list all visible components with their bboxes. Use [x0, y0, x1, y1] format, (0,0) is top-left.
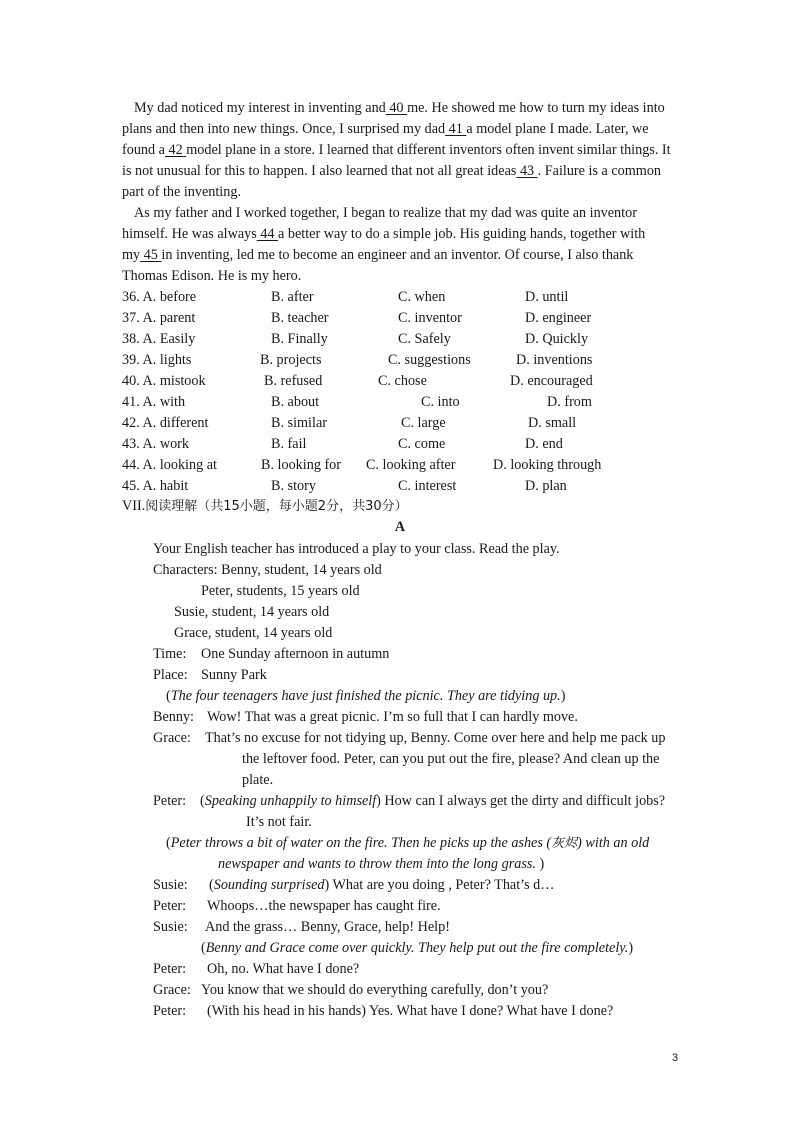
text-segment: a model plane I made. Later, we	[466, 121, 649, 137]
option-b: B. about	[271, 394, 320, 410]
option-d: D. from	[547, 394, 592, 410]
option-b: B. after	[271, 289, 314, 305]
dialogue-line: That’s no excuse for not tidying up, Benny. Come over here and help me pack up	[205, 730, 666, 746]
stage-direction	[218, 855, 544, 873]
section-title: 阅读理解（共15小题，每小题2分，共30分）	[145, 499, 408, 514]
paren: )	[560, 688, 566, 704]
passage-line: part of the inventing.	[122, 184, 241, 200]
dialogue-text: ) What are you doing , Peter? That’s d…	[324, 877, 555, 893]
dialogue-line: And the grass… Benny, Grace, help! Help!	[205, 919, 450, 935]
paren: (	[166, 688, 171, 704]
dialogue-text: ) How can I always get the dirty and difficult jobs?	[376, 793, 666, 809]
option-a: 45. A. habit	[122, 478, 189, 494]
section-number: VII.	[122, 498, 146, 514]
time-label: Time:	[153, 646, 187, 662]
option-b: B. refused	[264, 373, 323, 389]
text-segment: found a	[122, 142, 165, 158]
blank-43: 43	[516, 163, 538, 179]
paren: )	[535, 856, 545, 872]
blank-44: 44	[256, 226, 279, 242]
passage-line: As my father and I worked together, I began to realize that my dad was quite an inventor	[134, 205, 637, 221]
speaker-name: Peter:	[153, 898, 187, 914]
option-c: C. suggestions	[388, 352, 471, 368]
stage-text: The four teenagers have just finished the picnic. They are tidying up.	[170, 688, 561, 704]
paren: (	[166, 835, 171, 851]
stage-direction	[166, 834, 649, 853]
option-a: 42. A. different	[122, 415, 209, 431]
speaker-name: Susie:	[153, 919, 188, 935]
option-c: C. large	[401, 415, 446, 431]
option-a: 44. A. looking at	[122, 457, 217, 473]
passage-line	[122, 141, 671, 159]
stage-text: Benny and Grace come over quickly. They help put out the fire completely.	[205, 940, 629, 956]
option-d: D. Quickly	[525, 331, 589, 347]
option-d: D. encouraged	[510, 373, 593, 389]
paren: (	[200, 793, 205, 809]
dialogue-line: You know that we should do everything carefully, don’t you?	[201, 982, 549, 998]
option-d: D. end	[525, 436, 563, 452]
blank-42: 42	[164, 142, 187, 158]
option-a: 39. A. lights	[122, 352, 192, 368]
blank-41: 41	[445, 121, 467, 137]
option-b: B. Finally	[271, 331, 328, 347]
option-c: C. into	[421, 394, 460, 410]
character-item: Peter, students, 15 years old	[201, 583, 360, 599]
option-d: D. engineer	[525, 310, 592, 326]
character-item: Grace, student, 14 years old	[174, 625, 333, 641]
paren: )	[628, 940, 634, 956]
place-value: Sunny Park	[201, 667, 267, 683]
option-c: C. inventor	[398, 310, 462, 326]
option-c: C. looking after	[366, 457, 456, 473]
option-b: B. fail	[271, 436, 307, 452]
option-c: C. Safely	[398, 331, 451, 347]
option-a: 38. A. Easily	[122, 331, 196, 347]
option-d: D. plan	[525, 478, 567, 494]
dialogue-line: Whoops…the newspaper has caught fire.	[207, 898, 441, 914]
passage-line	[122, 225, 645, 243]
passage-line	[122, 120, 649, 138]
option-d: D. until	[525, 289, 569, 305]
text-segment: a better way to do a simple job. His guiding hands, together with	[278, 226, 646, 242]
text-segment: me. He showed me how to turn my ideas into	[407, 100, 665, 116]
option-c: C. interest	[398, 478, 457, 494]
passage-line: Thomas Edison. He is my hero.	[122, 268, 302, 284]
text-segment: My dad noticed my interest in inventing and	[134, 100, 386, 116]
speaker-name: Peter:	[153, 793, 187, 809]
stage-text: ) with an old	[577, 835, 650, 851]
part-label: A	[394, 519, 406, 535]
blank-45: 45	[140, 247, 162, 263]
speaker-name: Grace:	[153, 982, 191, 998]
dialogue-line: Oh, no. What have I done?	[207, 961, 360, 977]
option-a: 41. A. with	[122, 394, 186, 410]
speaker-name: Peter:	[153, 1003, 187, 1019]
dialogue-line	[200, 792, 665, 810]
option-c: C. when	[398, 289, 446, 305]
option-b: B. story	[271, 478, 316, 494]
dialogue-line: Wow! That was a great picnic. I’m so full that I can hardly move.	[207, 709, 578, 725]
text-segment: . Failure is a common	[537, 163, 662, 179]
stage-text: Sounding surprised	[213, 877, 325, 893]
speaker-name: Grace:	[153, 730, 191, 746]
place-label: Place:	[153, 667, 188, 683]
option-a: 43. A. work	[122, 436, 189, 452]
passage-line	[134, 99, 665, 117]
section-heading	[122, 497, 408, 516]
option-b: B. similar	[271, 415, 327, 431]
stage-text: Peter throws a bit of water on the fire. Then he picks up the ashes (	[170, 835, 552, 851]
option-c: C. come	[398, 436, 446, 452]
option-a: 36. A. before	[122, 289, 197, 305]
text-segment: model plane in a store. I learned that different inventors often invent similar things. It	[186, 142, 671, 158]
passage-line	[122, 246, 633, 264]
stage-text: Speaking unhappily to himself	[204, 793, 377, 809]
dialogue-line: plate.	[242, 772, 274, 788]
stage-direction	[166, 687, 565, 705]
speaker-name: Susie:	[153, 877, 188, 893]
option-b: B. projects	[260, 352, 322, 368]
paren: (	[209, 877, 214, 893]
paren: (	[201, 940, 206, 956]
text-segment: in inventing, led me to become an engineer and an inventor. Of course, I also thank	[161, 247, 634, 263]
dialogue-line	[209, 876, 554, 894]
dialogue-line: the leftover food. Peter, can you put out the fire, please? And clean up the	[242, 751, 660, 767]
option-b: B. teacher	[271, 310, 329, 326]
option-a: 37. A. parent	[122, 310, 196, 326]
stage-direction	[201, 939, 633, 957]
stage-text: newspaper and wants to throw them into the long grass.	[218, 856, 536, 872]
option-c: C. chose	[378, 373, 427, 389]
speaker-name: Benny:	[153, 709, 194, 725]
option-d: D. looking through	[493, 457, 602, 473]
option-b: B. looking for	[261, 457, 341, 473]
stage-text-cjk: 灰烬	[551, 836, 578, 851]
characters-line: Characters: Benny, student, 14 years old	[153, 562, 382, 578]
time-value: One Sunday afternoon in autumn	[201, 646, 390, 662]
option-d: D. inventions	[516, 352, 593, 368]
page-number: 3	[672, 1052, 679, 1064]
text-segment: himself. He was always	[122, 226, 257, 242]
option-a: 40. A. mistook	[122, 373, 206, 389]
option-d: D. small	[528, 415, 577, 431]
blank-40: 40	[385, 100, 408, 116]
play-intro: Your English teacher has introduced a play to your class. Read the play.	[153, 541, 560, 557]
text-segment: is not unusual for this to happen. I also learned that not all great ideas	[122, 163, 517, 179]
dialogue-line: (With his head in his hands) Yes. What have I done? What have I done?	[207, 1003, 614, 1019]
speaker-name: Peter:	[153, 961, 187, 977]
dialogue-line: It’s not fair.	[246, 814, 312, 830]
character-item: Susie, student, 14 years old	[174, 604, 330, 620]
text-segment: my	[122, 247, 141, 263]
passage-line	[122, 162, 661, 180]
text-segment: plans and then into new things. Once, I surprised my dad	[122, 121, 446, 137]
